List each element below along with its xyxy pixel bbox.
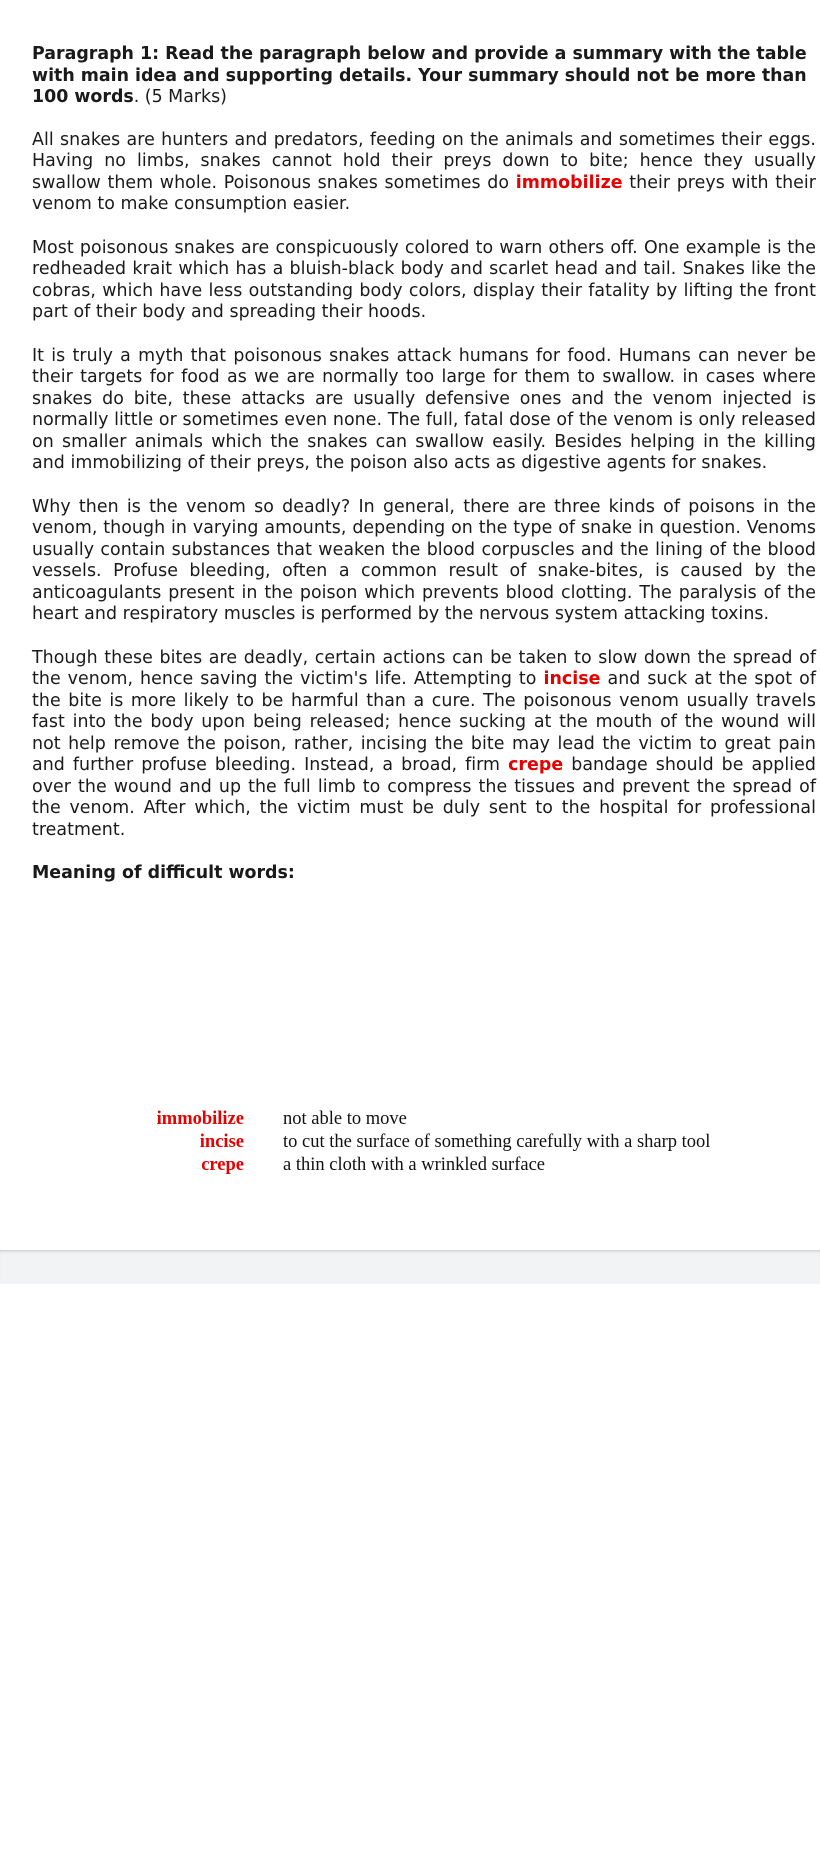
meanings-title: Meaning of difficult words:	[32, 863, 295, 883]
highlight-incise: incise	[543, 669, 601, 689]
paragraph-5-text-c: bandage should be applied over the wound and up the full limb to compress the tissues and prevent the spread of the venom. After which, the victim must be duly sent to the hospital for professional treatment.	[32, 755, 816, 840]
paragraph-4: Why then is the venom so deadly? In general, there are three kinds of poisons in the venom, though in varying amounts, depending on the type of snake in question. Venoms usually contain substances that weaken the blood corpuscles and the lining of the blood vessels. Profuse bleeding, often a common result of snake-bites, is caused by the anticoagulants present in the poison which prevents blood clotting. The paralysis of the heart and respiratory muscles is performed by the nervous system attacking toxins.	[32, 496, 816, 624]
glossary-row	[0, 1154, 820, 1177]
glossary-definition: not able to move	[283, 1109, 407, 1129]
glossary-word: immobilize	[156, 1109, 244, 1129]
glossary-word: incise	[199, 1132, 244, 1152]
glossary-table	[0, 1108, 820, 1177]
glossary-definition: to cut the surface of something carefully with a sharp tool	[283, 1132, 711, 1152]
paragraph-1	[32, 130, 816, 216]
glossary-definition: a thin cloth with a wrinkled surface	[283, 1155, 545, 1175]
paragraph-5-text-a: Though these bites are deadly, certain actions can be taken to slow down the spread of the venom, hence saving the victim's life. Attempting to	[32, 647, 816, 689]
paragraph-3: It is truly a myth that poisonous snakes attack humans for food. Humans can never be their targets for food as we are normally too large for them to swallow. in cases where snakes do bite, these attacks are usually defensive ones and the venom injected is normally little or sometimes even none. The full, fatal dose of the venom is only released on smaller animals which the snakes can swallow easily. Besides helping in the killing and immobilizing of their preys, the poison also acts as digestive agents for snakes.	[32, 345, 816, 473]
question-heading	[32, 44, 816, 109]
glossary-row	[0, 1131, 820, 1154]
paragraph-1-text-a: All snakes are hunters and predators, feeding on the animals and sometimes their eggs. Having no limbs, snakes cannot hold their preys down to bite; hence they usually swallow them whole. Poisonous snakes sometimes do	[32, 129, 816, 193]
paragraph-1-text-b: their preys with their venom to make consumption easier.	[32, 172, 816, 214]
paragraph-5	[32, 648, 816, 842]
highlight-crepe: crepe	[508, 755, 564, 775]
paragraph-2: Most poisonous snakes are conspicuously colored to warn others off. One example is the redheaded krait which has a bluish-black body and scarlet head and tail. Snakes like the cobras, which have less outstanding body colors, display their fatality by lifting the front part of their body and spreading their hoods.	[32, 237, 816, 322]
heading-label: Paragraph 1	[32, 44, 153, 64]
heading-marks: (5 Marks)	[139, 87, 227, 107]
glossary-word: crepe	[201, 1155, 244, 1175]
paragraph-5-text-b: and suck at the spot of the bite is more likely to be harmful than a cure. The poisonous venom usually travels fast into the body upon being released; hence sucking at the mouth of the wound will not help remove the poison, rather, incising the bite may lead the victim to great pain and further profuse bleeding. Instead, a broad, firm	[32, 669, 817, 775]
document-page-2	[0, 1284, 820, 1870]
glossary-row	[0, 1108, 820, 1131]
page-gap	[0, 1250, 820, 1284]
heading-instruction: : Read the paragraph below and provide a summary with the table with main idea and supporting details. Your summary should not be more than 100 words	[32, 44, 807, 107]
document-content	[32, 44, 816, 885]
highlight-immobilize: immobilize	[515, 172, 623, 193]
heading-period: .	[133, 87, 140, 107]
